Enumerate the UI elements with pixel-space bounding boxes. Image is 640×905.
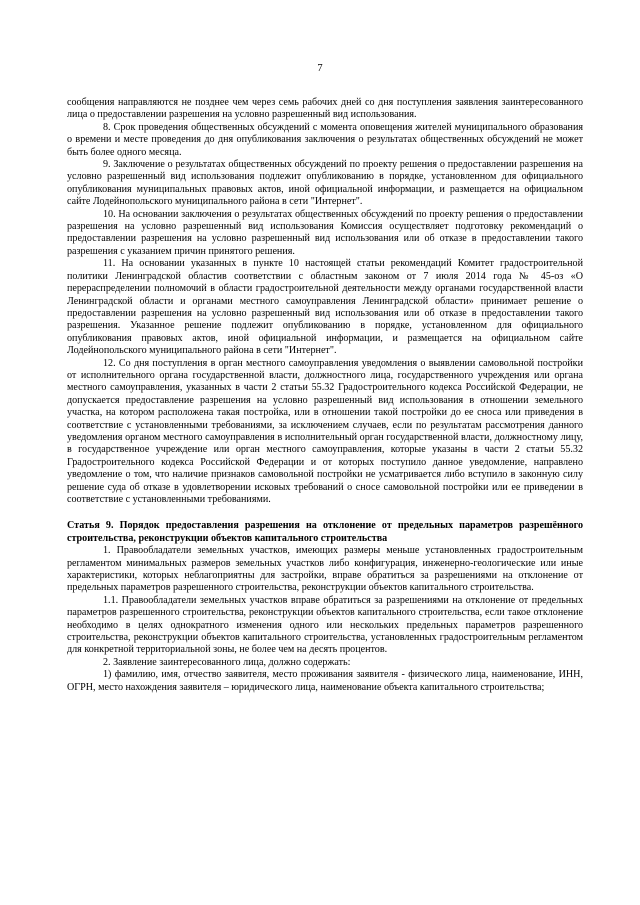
article-heading: Статья 9. Порядок предоставления разрешения на отклонение от предельных параметров разрешённого строительства, реконструкции объектов капитального строительства — [67, 520, 583, 544]
document-body — [67, 97, 583, 694]
paragraph: 9. Заключение о результатах общественных обсуждений по проекту решения о предоставлении разрешения на условно разрешенный вид использования подлежит опубликованию в порядке, установленном для официального опубликования муниципальных правовых актов, иной официальной информации, и размещается на официальном сайте Лодейнопольского муниципального района в сети "Интернет". — [67, 159, 583, 208]
paragraph: 11. На основании указанных в пункте 10 настоящей статьи рекомендаций Комитет градостроительной политики Ленинградской областив соответствии с областным законом от 7 июля 2014 года № 45-оз «О перераспределении полномочий в области градостроительной деятельности между органами государственной власти Ленинградской области и органами местного самоуправления Ленинградской области» принимает решение о предоставлении разрешения на условно разрешенный вид использования или об отказе в предоставлении такого разрешения. Указанное решение подлежит опубликованию в порядке, установленном для официального опубликования правовых актов, иной официальной информации, и размещается на официальном сайте Лодейнопольского муниципального района в сети "Интернет". — [67, 258, 583, 357]
paragraph: 1.1. Правообладатели земельных участков вправе обратиться за разрешениями на отклонение от предельных параметров разрешенного строительства, реконструкции объектов капитального строительства, если такое отклонение необходимо в целях однократного изменения одного или нескольких предельных параметров разрешенного строительства, реконструкции объектов капитального строительства, установленных градостроительным регламентом для конкретной территориальной зоны, не более чем на десять процентов. — [67, 594, 583, 656]
paragraph: сообщения направляются не позднее чем через семь рабочих дней со дня поступления заявления заинтересованного лица о предоставлении разрешения на условно разрешенный вид использования. — [67, 97, 583, 121]
paragraph: 1. Правообладатели земельных участков, имеющих размеры меньше установленных градостроительным регламентом минимальных размеров земельных участков либо конфигурация, инженерно-геологические или иные характеристики, которых неблагоприятны для застройки, вправе обратиться за разрешениями на отклонение от предельных параметров разрешенного строительства, реконструкции объектов капитального строительства. — [67, 545, 583, 594]
paragraph: 2. Заявление заинтересованного лица, должно содержать: — [103, 656, 351, 668]
paragraph: 1) фамилию, имя, отчество заявителя, место проживания заявителя - физического лица, наименование, ИНН, ОГРН, место нахождения заявителя – юридического лица, наименование объекта капитального строительства; — [67, 669, 583, 693]
paragraph: 12. Со дня поступления в орган местного самоуправления уведомления о выявлении самовольной постройки от исполнительного органа государственной власти, должностного лица, государственного учреждения или органа местного самоуправления, указанных в части 2 статьи 55.32 Градостроительного кодекса Российской Федерации, не допускается предоставление разрешения на условно разрешенный вид использования в отношении земельного участка, на котором расположена такая постройка, или в отношении такой постройки до ее сноса или приведения в соответствие с установленными требованиями, за исключением случаев, если по результатам рассмотрения данного уведомления органом местного самоуправления в исполнительный орган государственной власти, должностному лицу, в государственное учреждение или орган местного самоуправления, которые указаны в части 2 статьи 55.32 Градостроительного кодекса Российской Федерации и от которых поступило данное уведомление, направлено уведомление о том, что наличие признаков самовольной постройки не усматривается либо вступило в законную силу решение суда об отказе в удовлетворении исковых требований о сносе самовольной постройки или ее приведении в соответствие с установленными требованиями. — [67, 357, 583, 505]
paragraph: 8. Срок проведения общественных обсуждений с момента оповещения жителей муниципального образования о времени и месте проведения до дня опубликования заключения о результатах общественных обсуждений не может быть более одного месяца. — [67, 121, 583, 158]
page-number: 7 — [317, 63, 323, 74]
paragraph: 10. На основании заключения о результатах общественных обсуждений по проекту решения о предоставлении разрешения на условно разрешенный вид использования Комиссия осуществляет подготовку рекомендаций о предоставлении разрешения на условно разрешенный вид использования или об отказе в предоставлении такого разрешения с указанием причин принятого решения. — [67, 208, 583, 257]
